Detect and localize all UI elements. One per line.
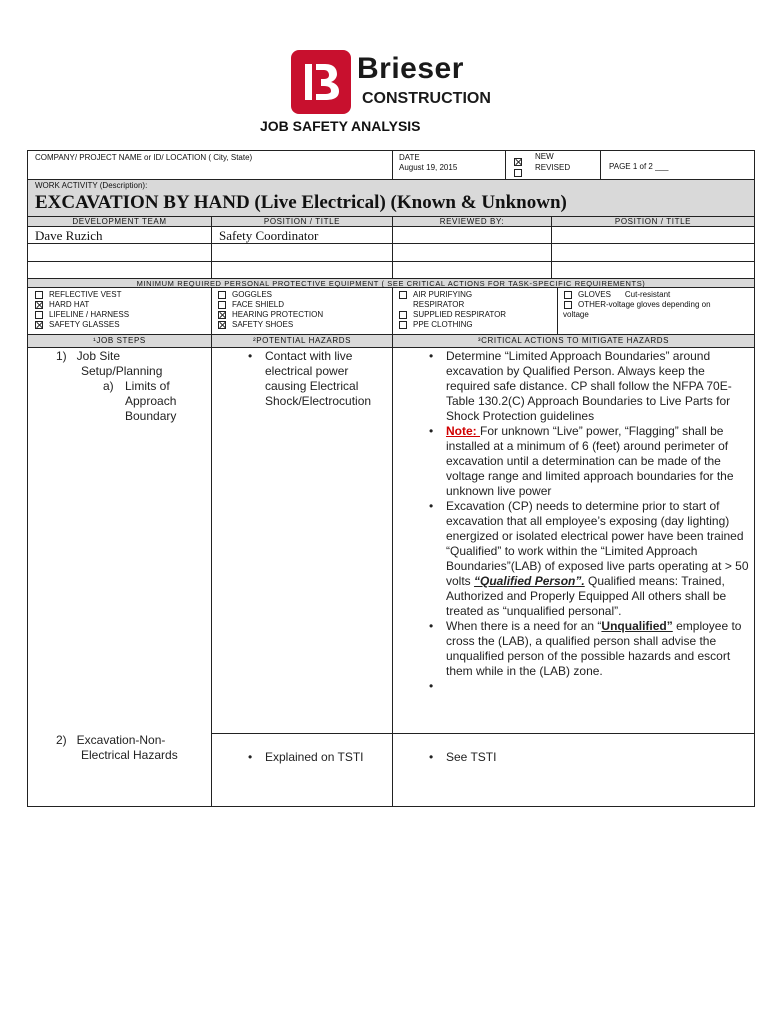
ppe-column-1 [35, 290, 129, 330]
reviewed-by-header: REVIEWED BY: [439, 217, 505, 226]
work-activity-title: EXCAVATION BY HAND (Live Electrical) (Known & Unknown) [35, 192, 567, 213]
document-title: JOB SAFETY ANALYSIS [260, 118, 421, 134]
ppe-item[interactable]: HARD HAT [35, 300, 129, 310]
ppe-checkbox[interactable] [399, 291, 407, 299]
team-member-name: Dave Ruzich [35, 228, 103, 243]
ppe-item-continued: RESPIRATOR [413, 300, 465, 309]
ppe-item[interactable]: SAFETY SHOES [218, 320, 323, 330]
date-label: DATE [399, 153, 420, 162]
team-member-position: Safety Coordinator [219, 228, 319, 243]
page-cell [601, 151, 754, 179]
hazard-2: • Explained on TSTI [223, 750, 383, 765]
action-item: • Note: For unknown “Live” power, “Flagging” shall be installed at a minimum of 6 (feet) around perimeter of excavation until a determination can be made of the voltage range and limited approach boundaries for the unknown live power [446, 424, 749, 499]
company-logo-name: Brieser [357, 52, 464, 85]
date-cell [393, 151, 506, 179]
date-value: August 19, 2015 [399, 163, 458, 172]
revised-label: REVISED [535, 163, 571, 172]
page-number: PAGE 1 of 2 ___ [609, 162, 669, 171]
ppe-checkbox[interactable] [564, 301, 572, 309]
ppe-checkbox[interactable] [218, 321, 226, 329]
actions-1 [404, 349, 749, 679]
actions-2: • See TSTI [404, 750, 749, 765]
brieser-logo-icon [291, 50, 351, 114]
row-divider [212, 733, 754, 734]
ppe-checkbox[interactable] [35, 311, 43, 319]
ppe-checkbox[interactable] [399, 311, 407, 319]
work-activity-row [27, 180, 755, 217]
gloves-note: Cut-resistant [624, 290, 671, 299]
action-item: • Excavation (CP) needs to determine prior to start of excavation that all employee’s exposing (day lighting) energized or isolated electrical power have been trained “Qualified” to work within the “Limited Approach Boundaries”(LAB) of exposed live parts operating at > 50 volts “Qualified Person”. Qualified means: Trained, Authorized and Properly Equipped All others shall be treated as “unqualified personal”. [446, 499, 749, 619]
team-header [28, 217, 754, 227]
ppe-grid [27, 288, 755, 335]
ppe-item[interactable]: PPE CLOTHING [399, 320, 506, 330]
company-cell [28, 151, 393, 179]
job-step-1a: a) Limits of Approach Boundary [103, 379, 177, 423]
ppe-item[interactable]: HEARING PROTECTION [218, 310, 323, 320]
job-step-2: 2) Excavation-Non- Electrical Hazards [56, 733, 178, 762]
ppe-item-continued: voltage [563, 310, 589, 319]
action-item: • Determine “Limited Approach Boundaries” around excavation by Qualified Person. Always keep the required safe distance. CP shall follow the NFPA 70E-Table 130.2(C) Approach Boundaries to Live Parts for Shock Protection guidelines [446, 349, 749, 424]
critical-actions-header: ³CRITICAL ACTIONS TO MITIGATE HAZARDS [477, 336, 670, 345]
team-table [27, 217, 755, 279]
ppe-checkbox[interactable] [35, 301, 43, 309]
ppe-column-2 [218, 290, 323, 330]
position-header-2: POSITION / TITLE [614, 217, 692, 226]
dev-team-header: DEVELOPMENT TEAM [72, 217, 167, 226]
ppe-checkbox[interactable] [218, 301, 226, 309]
ppe-checkbox[interactable] [564, 291, 572, 299]
hazard-table-header [28, 335, 754, 348]
project-info-row [27, 150, 755, 180]
ppe-item[interactable]: GOGGLES [218, 290, 323, 300]
ppe-checkbox[interactable] [218, 291, 226, 299]
ppe-checkbox[interactable] [399, 321, 407, 329]
ppe-item[interactable]: REFLECTIVE VEST [35, 290, 129, 300]
work-activity-label: WORK ACTIVITY (Description): [35, 181, 148, 190]
action-item: • When there is a need for an “Unqualified” employee to cross the (LAB), a qualified person shall advise the unqualified person of the possible hazards and escort them while in the (LAB) zone. [446, 619, 749, 679]
potential-hazards-header: ²POTENTIAL HAZARDS [252, 336, 352, 345]
status-cell [506, 151, 601, 179]
ppe-column-4 [564, 290, 754, 320]
company-logo-subtitle: CONSTRUCTION [362, 90, 491, 107]
company-label: COMPANY/ PROJECT NAME or ID/ LOCATION ( City, State) [35, 153, 253, 162]
ppe-item[interactable]: FACE SHIELD [218, 300, 323, 310]
new-label: NEW [535, 152, 554, 161]
ppe-checkbox[interactable] [218, 311, 226, 319]
hazard-1: • Contact with live electrical power causing Electrical Shock/Electrocution [223, 349, 383, 409]
position-header: POSITION / TITLE [263, 217, 341, 226]
job-step-1: 1) Job Site Setup/Planning a) Limits of Approach Boundary [56, 349, 206, 424]
ppe-item[interactable]: AIR PURIFYING [399, 290, 506, 300]
ppe-checkbox[interactable] [35, 321, 43, 329]
hazard-analysis-table [27, 335, 755, 807]
ppe-item[interactable]: SUPPLIED RESPIRATOR [399, 310, 506, 320]
ppe-checkbox[interactable] [35, 291, 43, 299]
ppe-item[interactable]: SAFETY GLASSES [35, 320, 129, 330]
ppe-item[interactable]: LIFELINE / HARNESS [35, 310, 129, 320]
ppe-item[interactable]: OTHER-voltage gloves depending on [564, 300, 754, 310]
ppe-item[interactable]: GLOVES Cut-resistant [564, 290, 754, 300]
job-steps-header: ¹JOB STEPS [93, 336, 146, 345]
ppe-header: MINIMUM REQUIRED PERSONAL PROTECTIVE EQUIPMENT ( SEE CRITICAL ACTIONS FOR TASK-SPECIFIC REQUIREMENTS) [27, 279, 755, 288]
ppe-column-3 [399, 290, 506, 330]
